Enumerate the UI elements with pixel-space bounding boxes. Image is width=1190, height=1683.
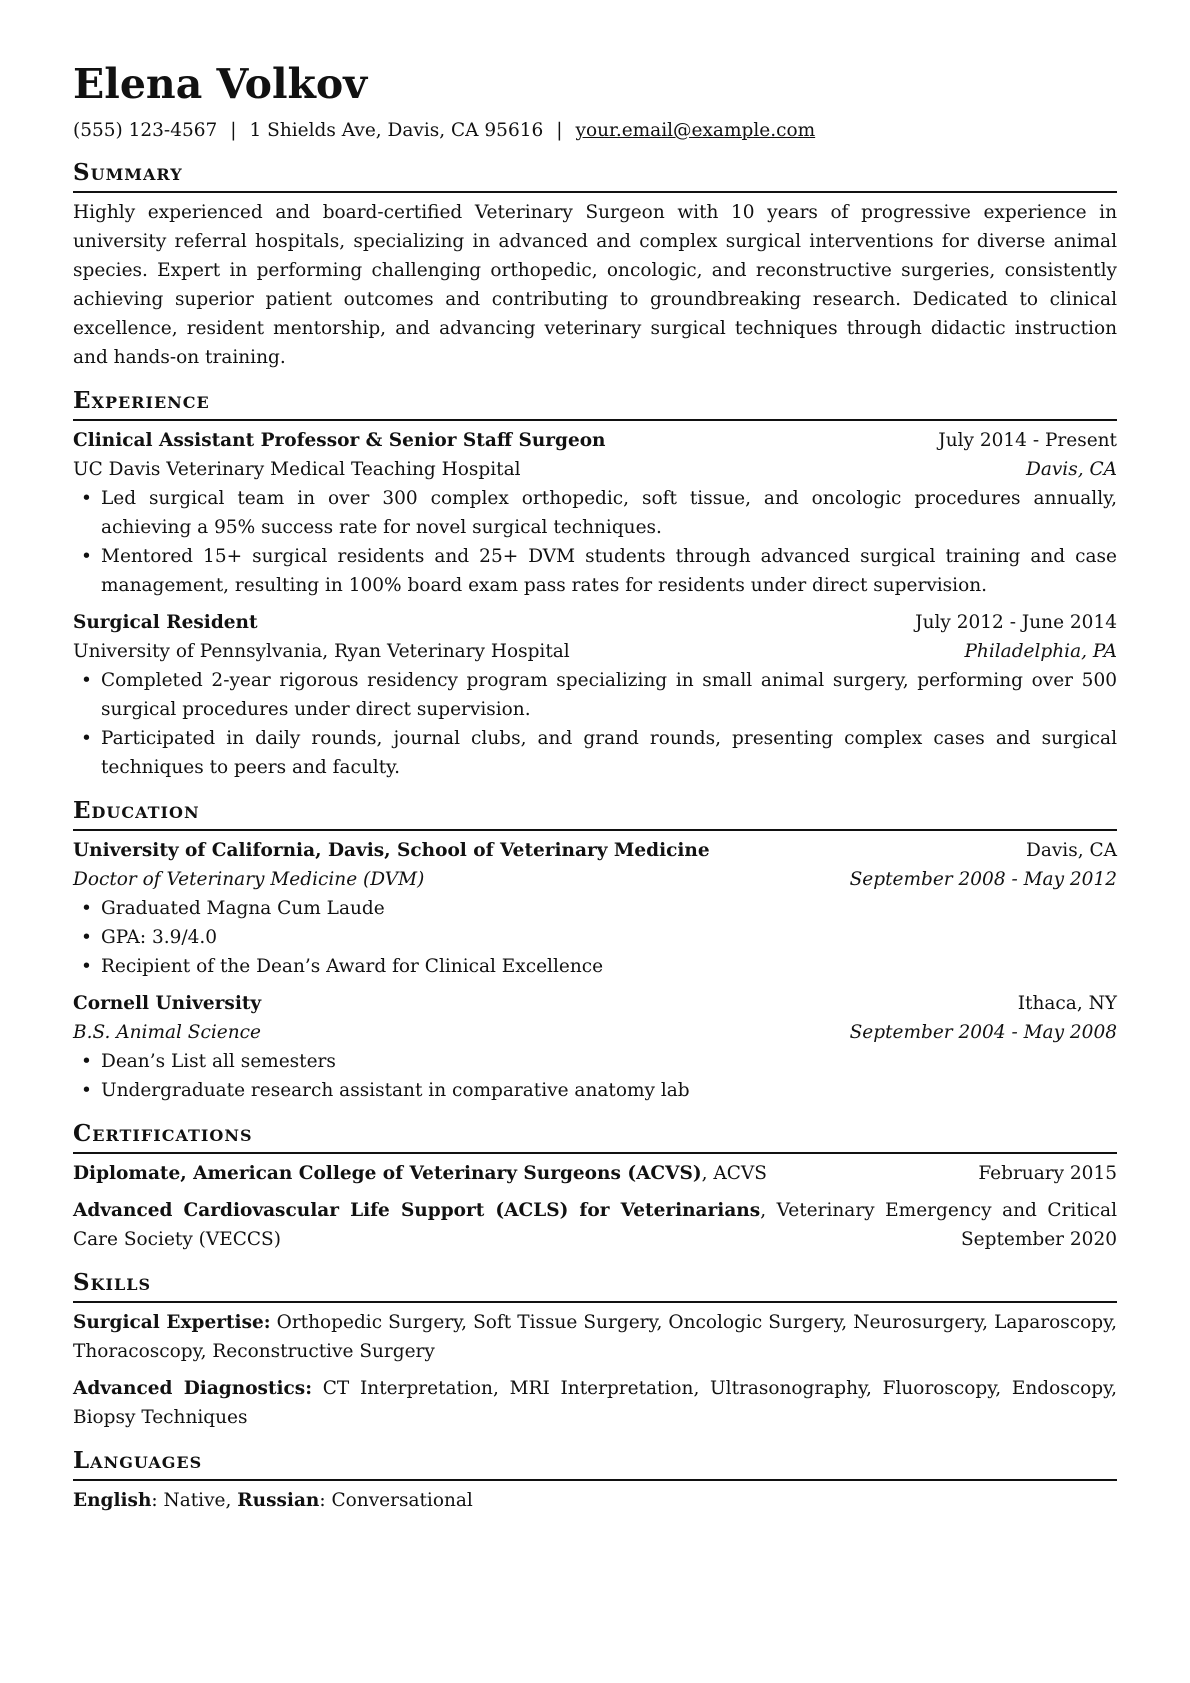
section-title-skills: Skills [73, 1268, 1117, 1303]
job-dates: July 2014 - Present [938, 430, 1117, 451]
email-link[interactable]: your.email@example.com [575, 120, 816, 141]
bullet-item: • Led surgical team in over 300 complex orthopedic, soft tissue, and oncologic procedures annually, achieving a 95% success rate for novel surgical techniques. [101, 484, 1117, 542]
certification-date: February 2015 [978, 1163, 1117, 1184]
education-entry [73, 989, 1117, 1105]
bullet-item: • Completed 2-year rigorous residency program specializing in small animal surgery, performing over 500 surgical procedures under direct supervision. [101, 666, 1117, 724]
education-degree-row [73, 1018, 1117, 1047]
experience-heading-row [73, 608, 1117, 637]
skill-group [73, 1308, 1117, 1366]
experience-org-row [73, 637, 1117, 666]
education-bullets [73, 1047, 1117, 1105]
education-entry [73, 836, 1117, 981]
section-title-experience: Experience [73, 386, 1117, 421]
language-name: English [73, 1490, 152, 1511]
degree: Doctor of Veterinary Medicine (DVM) [73, 869, 425, 890]
school-name: University of California, Davis, School of Veterinary Medicine [73, 840, 710, 861]
languages-line [73, 1486, 1117, 1515]
job-title: Surgical Resident [73, 612, 258, 633]
certification-name: Diplomate, American College of Veterinary Surgeons (ACVS) [73, 1163, 702, 1184]
phone-number: (555) 123-4567 [73, 120, 218, 141]
certification-issuer: , ACVS [701, 1163, 767, 1184]
job-title: Clinical Assistant Professor & Senior Staff Surgeon [73, 430, 606, 451]
school-location: Ithaca, NY [1017, 993, 1117, 1014]
experience-bullets [73, 484, 1117, 600]
experience-bullets [73, 666, 1117, 782]
experience-entry [73, 608, 1117, 782]
certification-entry [73, 1159, 1117, 1188]
school-name: Cornell University [73, 993, 262, 1014]
experience-entry [73, 426, 1117, 600]
job-location: Philadelphia, PA [964, 641, 1117, 662]
skill-group-values: CT Interpretation, MRI Interpretation, Ultrasonography, Fluoroscopy, Endoscopy, Biopsy Techniques [73, 1378, 1117, 1428]
experience-section [73, 386, 1117, 782]
experience-heading-row [73, 426, 1117, 455]
education-heading-row [73, 989, 1117, 1018]
bullet-item: • Participated in daily rounds, journal clubs, and grand rounds, presenting complex cases and surgical techniques to peers and faculty. [101, 724, 1117, 782]
certification-date: September 2020 [961, 1229, 1117, 1250]
education-heading-row [73, 836, 1117, 865]
certification-entry [73, 1196, 1117, 1254]
language-level: : Conversational [319, 1490, 473, 1511]
summary-text: Highly experienced and board-certified Veterinary Surgeon with 10 years of progressive experience in university referral hospitals, specializing in advanced and complex surgical interventions for diverse animal species. Expert in performing challenging orthopedic, oncologic, and reconstructive surgeries, consistently achieving superior patient outcomes and contributing to groundbreaking research. Dedicated to clinical excellence, resident mentorship, and advancing veterinary surgical techniques through didactic instruction and hands-on training. [73, 202, 1117, 368]
section-title-certifications: Certifications [73, 1119, 1117, 1154]
section-title-summary: Summary [73, 158, 1117, 193]
bullet-item: • Dean’s List all semesters [101, 1047, 1117, 1076]
skills-section [73, 1268, 1117, 1432]
contact-line [73, 118, 1117, 144]
employer: UC Davis Veterinary Medical Teaching Hospital [73, 459, 521, 480]
employer: University of Pennsylvania, Ryan Veterinary Hospital [73, 641, 570, 662]
bullet-item: • Graduated Magna Cum Laude [101, 894, 1117, 923]
address: 1 Shields Ave, Davis, CA 95616 [249, 120, 544, 141]
skill-group-label: Advanced Diagnostics: [73, 1378, 313, 1399]
section-title-languages: Languages [73, 1446, 1117, 1481]
certifications-section [73, 1119, 1117, 1254]
degree: B.S. Animal Science [73, 1022, 261, 1043]
education-bullets [73, 894, 1117, 981]
job-dates: July 2012 - June 2014 [915, 612, 1117, 633]
education-section [73, 796, 1117, 1105]
bullet-item: • GPA: 3.9/4.0 [101, 923, 1117, 952]
section-title-education: Education [73, 796, 1117, 831]
skill-group [73, 1374, 1117, 1432]
certification-name: Advanced Cardiovascular Life Support (ACLS) for Veterinarians [73, 1200, 761, 1221]
certification-issuer: , Veterinary Emergency and Critical Care Society (VECCS) [73, 1200, 1117, 1250]
experience-org-row [73, 455, 1117, 484]
summary-section [73, 158, 1117, 372]
education-degree-row [73, 865, 1117, 894]
resume-header [73, 60, 1117, 144]
bullet-item: • Recipient of the Dean’s Award for Clinical Excellence [101, 952, 1117, 981]
candidate-name: Elena Volkov [73, 60, 368, 108]
skill-group-label: Surgical Expertise: [73, 1312, 271, 1333]
job-location: Davis, CA [1025, 459, 1117, 480]
languages-section [73, 1446, 1117, 1515]
language-level: : Native, [151, 1490, 238, 1511]
bullet-item: • Undergraduate research assistant in comparative anatomy lab [101, 1076, 1117, 1105]
education-dates: September 2004 - May 2008 [849, 1022, 1117, 1043]
bullet-item: • Mentored 15+ surgical residents and 25+ DVM students through advanced surgical training and case management, resulting in 100% board exam pass rates for residents under direct supervision. [101, 542, 1117, 600]
contact-separator: | [230, 120, 237, 141]
contact-separator: | [556, 120, 563, 141]
school-location: Davis, CA [1025, 840, 1117, 861]
language-name: Russian [237, 1490, 320, 1511]
education-dates: September 2008 - May 2012 [849, 869, 1117, 890]
skill-group-values: Orthopedic Surgery, Soft Tissue Surgery, Oncologic Surgery, Neurosurgery, Laparoscopy, Thoracoscopy, Reconstructive Surgery [73, 1312, 1117, 1362]
